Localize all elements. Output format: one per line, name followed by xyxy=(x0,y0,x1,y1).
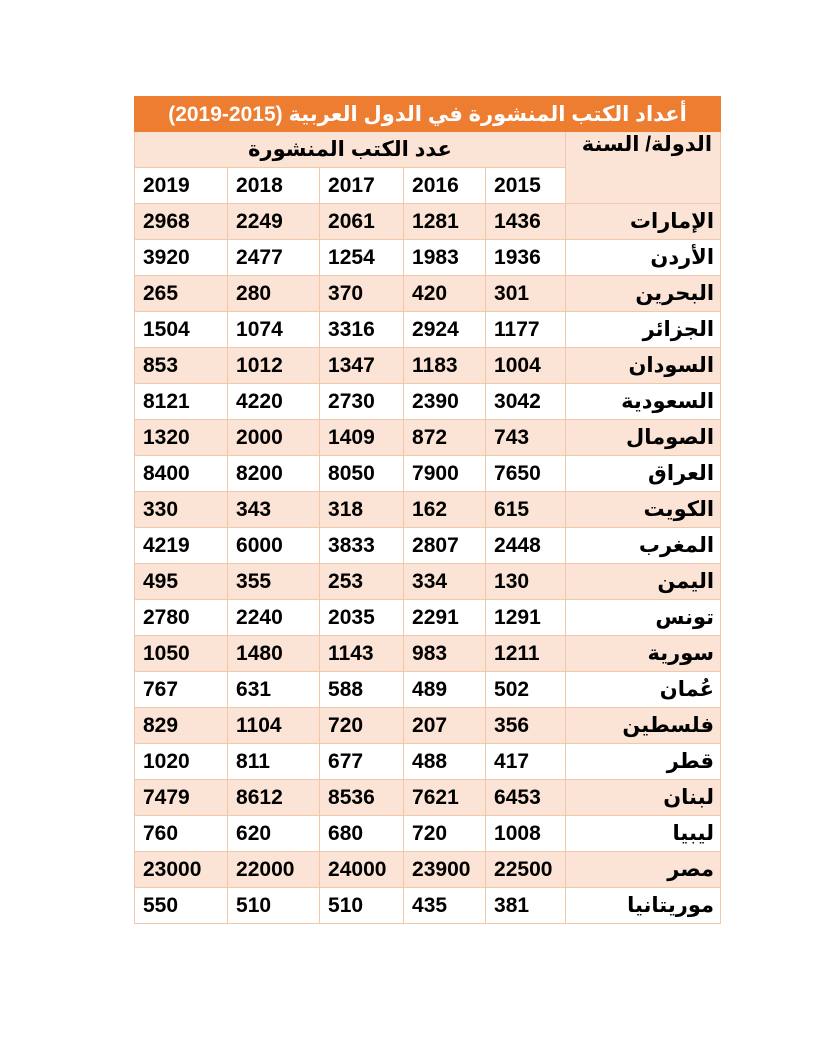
value-cell: 720 xyxy=(320,708,404,744)
value-cell: 872 xyxy=(404,420,486,456)
table-row xyxy=(135,492,721,528)
value-cell: 760 xyxy=(135,816,228,852)
table-row xyxy=(135,420,721,456)
value-cell: 811 xyxy=(228,744,320,780)
value-cell: 4219 xyxy=(135,528,228,564)
value-cell: 1436 xyxy=(486,204,566,240)
value-cell: 334 xyxy=(404,564,486,600)
value-cell: 1504 xyxy=(135,312,228,348)
table-row xyxy=(135,780,721,816)
value-cell: 22000 xyxy=(228,852,320,888)
country-cell: البحرين xyxy=(566,276,721,312)
value-cell: 22500 xyxy=(486,852,566,888)
value-cell: 2240 xyxy=(228,600,320,636)
value-cell: 381 xyxy=(486,888,566,924)
value-cell: 6000 xyxy=(228,528,320,564)
country-cell: فلسطين xyxy=(566,708,721,744)
country-cell: سورية xyxy=(566,636,721,672)
value-cell: 356 xyxy=(486,708,566,744)
value-cell: 2968 xyxy=(135,204,228,240)
value-cell: 2291 xyxy=(404,600,486,636)
country-cell: السعودية xyxy=(566,384,721,420)
country-cell: المغرب xyxy=(566,528,721,564)
year-header-2016: 2016 xyxy=(404,168,486,204)
value-cell: 23900 xyxy=(404,852,486,888)
country-cell: الجزائر xyxy=(566,312,721,348)
value-cell: 2000 xyxy=(228,420,320,456)
value-cell: 1074 xyxy=(228,312,320,348)
value-cell: 1183 xyxy=(404,348,486,384)
value-cell: 8121 xyxy=(135,384,228,420)
value-cell: 6453 xyxy=(486,780,566,816)
value-cell: 489 xyxy=(404,672,486,708)
table-row xyxy=(135,852,721,888)
table-row xyxy=(135,456,721,492)
value-cell: 2249 xyxy=(228,204,320,240)
table-row xyxy=(135,312,721,348)
country-cell: الصومال xyxy=(566,420,721,456)
value-cell: 2448 xyxy=(486,528,566,564)
value-cell: 1409 xyxy=(320,420,404,456)
value-cell: 7900 xyxy=(404,456,486,492)
country-cell: الإمارات xyxy=(566,204,721,240)
country-year-header: الدولة/ السنة xyxy=(566,132,721,204)
table-row xyxy=(135,888,721,924)
table-row xyxy=(135,204,721,240)
value-cell: 8612 xyxy=(228,780,320,816)
books-table xyxy=(134,96,721,924)
value-cell: 588 xyxy=(320,672,404,708)
value-cell: 1480 xyxy=(228,636,320,672)
title-row xyxy=(135,97,721,132)
country-cell: تونس xyxy=(566,600,721,636)
value-cell: 1936 xyxy=(486,240,566,276)
value-cell: 8200 xyxy=(228,456,320,492)
value-cell: 1320 xyxy=(135,420,228,456)
value-cell: 488 xyxy=(404,744,486,780)
value-cell: 162 xyxy=(404,492,486,528)
year-header-2018: 2018 xyxy=(228,168,320,204)
value-cell: 24000 xyxy=(320,852,404,888)
country-cell: موريتانيا xyxy=(566,888,721,924)
value-cell: 631 xyxy=(228,672,320,708)
value-cell: 3042 xyxy=(486,384,566,420)
value-cell: 1281 xyxy=(404,204,486,240)
value-cell: 1050 xyxy=(135,636,228,672)
value-cell: 435 xyxy=(404,888,486,924)
table-row xyxy=(135,708,721,744)
table-row xyxy=(135,348,721,384)
country-cell: عُمان xyxy=(566,672,721,708)
value-cell: 677 xyxy=(320,744,404,780)
books-count-header: عدد الكتب المنشورة xyxy=(135,132,566,168)
value-cell: 280 xyxy=(228,276,320,312)
value-cell: 318 xyxy=(320,492,404,528)
value-cell: 495 xyxy=(135,564,228,600)
table-row xyxy=(135,528,721,564)
value-cell: 130 xyxy=(486,564,566,600)
value-cell: 615 xyxy=(486,492,566,528)
value-cell: 1211 xyxy=(486,636,566,672)
table-row xyxy=(135,744,721,780)
table-row xyxy=(135,672,721,708)
value-cell: 1347 xyxy=(320,348,404,384)
value-cell: 2035 xyxy=(320,600,404,636)
table-row xyxy=(135,816,721,852)
country-cell: العراق xyxy=(566,456,721,492)
value-cell: 853 xyxy=(135,348,228,384)
value-cell: 7479 xyxy=(135,780,228,816)
value-cell: 983 xyxy=(404,636,486,672)
year-header-2015: 2015 xyxy=(486,168,566,204)
value-cell: 2061 xyxy=(320,204,404,240)
value-cell: 2924 xyxy=(404,312,486,348)
value-cell: 3920 xyxy=(135,240,228,276)
table-row xyxy=(135,384,721,420)
value-cell: 1104 xyxy=(228,708,320,744)
value-cell: 370 xyxy=(320,276,404,312)
value-cell: 1291 xyxy=(486,600,566,636)
value-cell: 2390 xyxy=(404,384,486,420)
value-cell: 620 xyxy=(228,816,320,852)
country-cell: السودان xyxy=(566,348,721,384)
country-cell: الأردن xyxy=(566,240,721,276)
country-cell: اليمن xyxy=(566,564,721,600)
value-cell: 343 xyxy=(228,492,320,528)
value-cell: 207 xyxy=(404,708,486,744)
value-cell: 8536 xyxy=(320,780,404,816)
value-cell: 2730 xyxy=(320,384,404,420)
table-row xyxy=(135,564,721,600)
year-header-2019: 2019 xyxy=(135,168,228,204)
table-title: أعداد الكتب المنشورة في الدول العربية (2015-2019) xyxy=(135,97,721,132)
country-cell: لبنان xyxy=(566,780,721,816)
year-header-2017: 2017 xyxy=(320,168,404,204)
value-cell: 253 xyxy=(320,564,404,600)
value-cell: 3833 xyxy=(320,528,404,564)
header-row xyxy=(135,132,721,168)
value-cell: 265 xyxy=(135,276,228,312)
value-cell: 743 xyxy=(486,420,566,456)
value-cell: 23000 xyxy=(135,852,228,888)
value-cell: 2807 xyxy=(404,528,486,564)
value-cell: 355 xyxy=(228,564,320,600)
value-cell: 767 xyxy=(135,672,228,708)
table-row xyxy=(135,636,721,672)
value-cell: 502 xyxy=(486,672,566,708)
value-cell: 330 xyxy=(135,492,228,528)
value-cell: 8050 xyxy=(320,456,404,492)
value-cell: 1254 xyxy=(320,240,404,276)
value-cell: 829 xyxy=(135,708,228,744)
value-cell: 7650 xyxy=(486,456,566,492)
table-row xyxy=(135,600,721,636)
value-cell: 720 xyxy=(404,816,486,852)
value-cell: 1008 xyxy=(486,816,566,852)
value-cell: 550 xyxy=(135,888,228,924)
value-cell: 2780 xyxy=(135,600,228,636)
value-cell: 417 xyxy=(486,744,566,780)
value-cell: 7621 xyxy=(404,780,486,816)
country-cell: ليبيا xyxy=(566,816,721,852)
value-cell: 1020 xyxy=(135,744,228,780)
value-cell: 1143 xyxy=(320,636,404,672)
table-row xyxy=(135,276,721,312)
value-cell: 510 xyxy=(228,888,320,924)
value-cell: 3316 xyxy=(320,312,404,348)
value-cell: 2477 xyxy=(228,240,320,276)
value-cell: 420 xyxy=(404,276,486,312)
value-cell: 4220 xyxy=(228,384,320,420)
value-cell: 680 xyxy=(320,816,404,852)
country-cell: الكويت xyxy=(566,492,721,528)
value-cell: 301 xyxy=(486,276,566,312)
value-cell: 1012 xyxy=(228,348,320,384)
value-cell: 8400 xyxy=(135,456,228,492)
value-cell: 1004 xyxy=(486,348,566,384)
value-cell: 1983 xyxy=(404,240,486,276)
value-cell: 1177 xyxy=(486,312,566,348)
country-cell: مصر xyxy=(566,852,721,888)
table-row xyxy=(135,240,721,276)
value-cell: 510 xyxy=(320,888,404,924)
country-cell: قطر xyxy=(566,744,721,780)
